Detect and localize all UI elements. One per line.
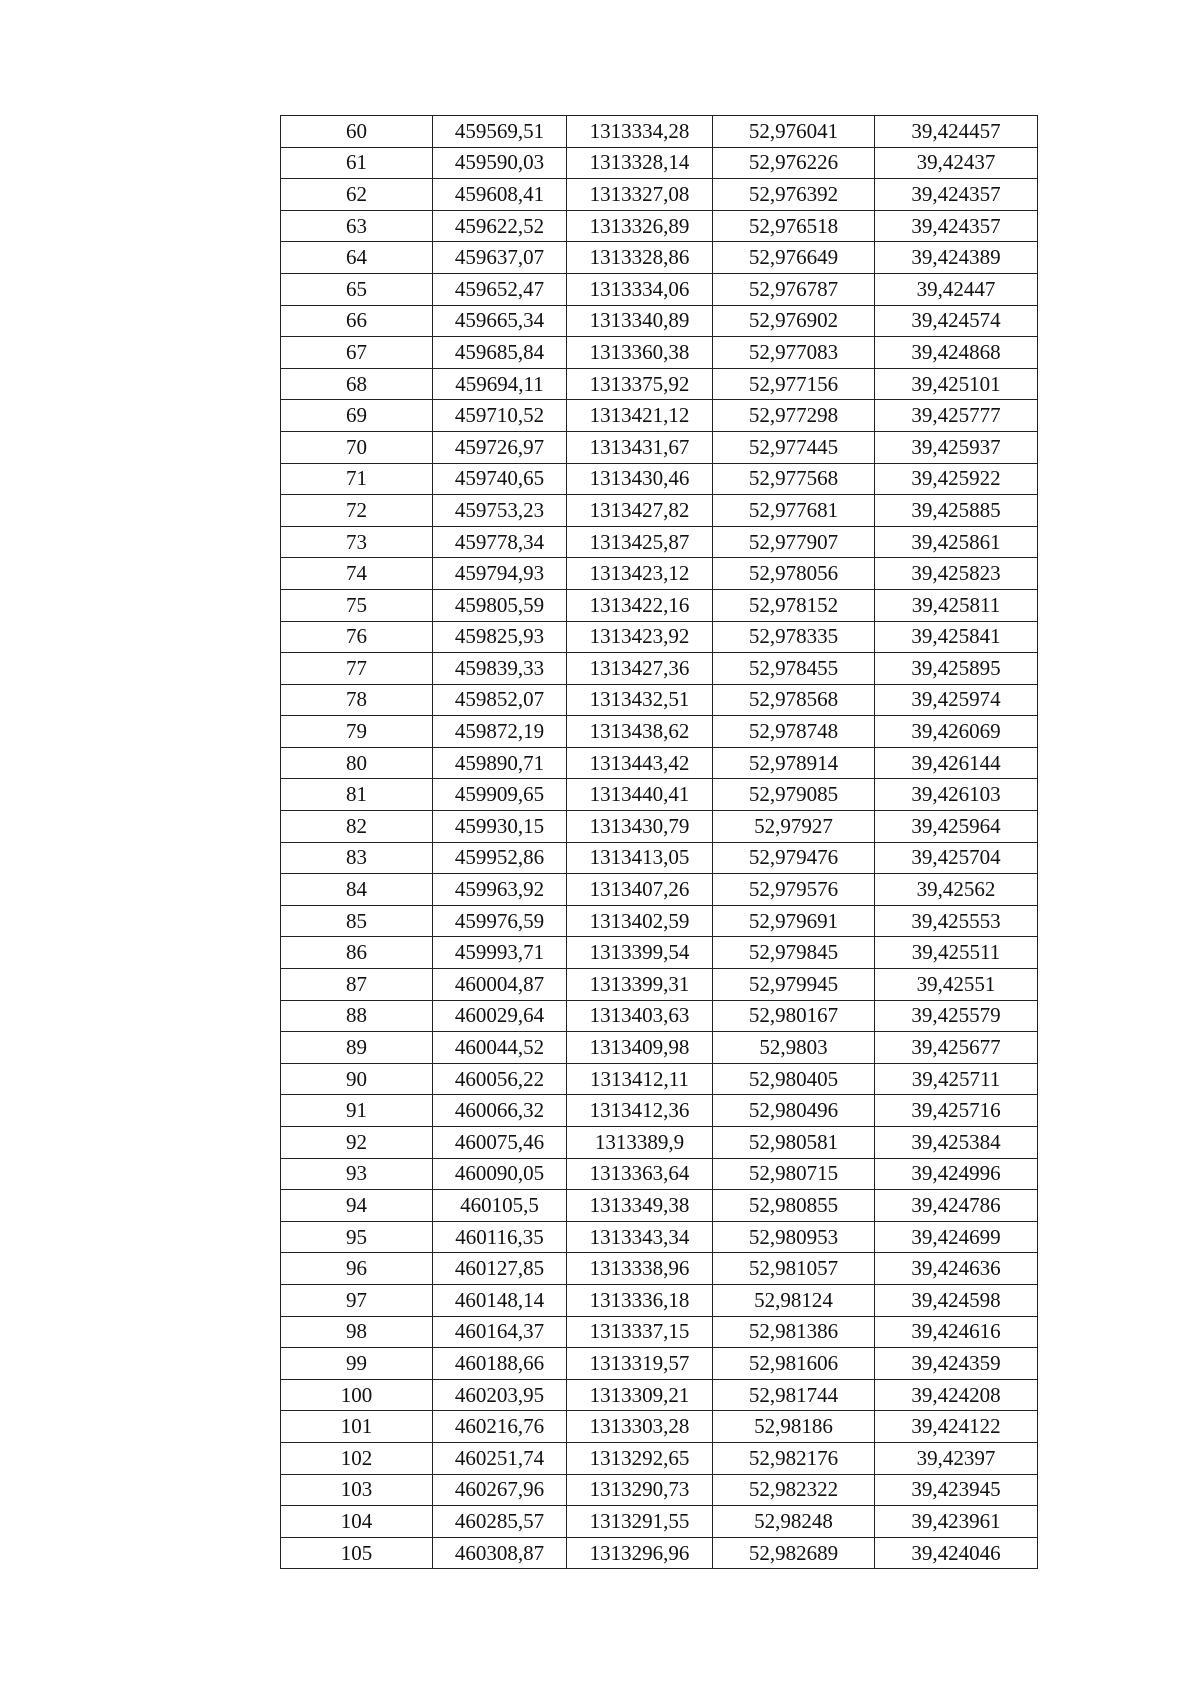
- table-row: [281, 937, 1038, 969]
- point-number-cell: 62: [281, 179, 433, 211]
- table-row: [281, 1316, 1038, 1348]
- point-number-cell: 61: [281, 147, 433, 179]
- y-coordinate-cell: 1313296,96: [567, 1537, 713, 1569]
- point-number-cell: 78: [281, 684, 433, 716]
- table-row: [281, 1253, 1038, 1285]
- x-coordinate-cell: 459622,52: [433, 210, 567, 242]
- longitude-cell: 39,425885: [875, 495, 1038, 527]
- x-coordinate-cell: 460066,32: [433, 1095, 567, 1127]
- x-coordinate-cell: 459872,19: [433, 716, 567, 748]
- latitude-cell: 52,980953: [713, 1221, 875, 1253]
- latitude-cell: 52,978914: [713, 747, 875, 779]
- longitude-cell: 39,425964: [875, 811, 1038, 843]
- point-number-cell: 60: [281, 116, 433, 148]
- point-number-cell: 87: [281, 969, 433, 1001]
- point-number-cell: 77: [281, 653, 433, 685]
- y-coordinate-cell: 1313421,12: [567, 400, 713, 432]
- longitude-cell: 39,42447: [875, 273, 1038, 305]
- longitude-cell: 39,42551: [875, 969, 1038, 1001]
- latitude-cell: 52,982176: [713, 1442, 875, 1474]
- latitude-cell: 52,979945: [713, 969, 875, 1001]
- x-coordinate-cell: 460029,64: [433, 1000, 567, 1032]
- x-coordinate-cell: 459590,03: [433, 147, 567, 179]
- point-number-cell: 92: [281, 1127, 433, 1159]
- longitude-cell: 39,42562: [875, 874, 1038, 906]
- table-row: [281, 874, 1038, 906]
- latitude-cell: 52,978568: [713, 684, 875, 716]
- longitude-cell: 39,424868: [875, 337, 1038, 369]
- latitude-cell: 52,979085: [713, 779, 875, 811]
- longitude-cell: 39,423945: [875, 1474, 1038, 1506]
- x-coordinate-cell: 459652,47: [433, 273, 567, 305]
- y-coordinate-cell: 1313399,31: [567, 969, 713, 1001]
- point-number-cell: 79: [281, 716, 433, 748]
- x-coordinate-cell: 460267,96: [433, 1474, 567, 1506]
- x-coordinate-cell: 459569,51: [433, 116, 567, 148]
- latitude-cell: 52,978335: [713, 621, 875, 653]
- point-number-cell: 65: [281, 273, 433, 305]
- latitude-cell: 52,976518: [713, 210, 875, 242]
- y-coordinate-cell: 1313328,14: [567, 147, 713, 179]
- longitude-cell: 39,425711: [875, 1063, 1038, 1095]
- x-coordinate-cell: 459637,07: [433, 242, 567, 274]
- point-number-cell: 64: [281, 242, 433, 274]
- y-coordinate-cell: 1313430,79: [567, 811, 713, 843]
- x-coordinate-cell: 459740,65: [433, 463, 567, 495]
- x-coordinate-cell: 459685,84: [433, 337, 567, 369]
- y-coordinate-cell: 1313363,64: [567, 1158, 713, 1190]
- point-number-cell: 102: [281, 1442, 433, 1474]
- y-coordinate-cell: 1313427,82: [567, 495, 713, 527]
- y-coordinate-cell: 1313412,36: [567, 1095, 713, 1127]
- table-row: [281, 1221, 1038, 1253]
- x-coordinate-cell: 459890,71: [433, 747, 567, 779]
- latitude-cell: 52,97927: [713, 811, 875, 843]
- latitude-cell: 52,977156: [713, 368, 875, 400]
- table-row: [281, 179, 1038, 211]
- x-coordinate-cell: 459852,07: [433, 684, 567, 716]
- x-coordinate-cell: 460044,52: [433, 1032, 567, 1064]
- y-coordinate-cell: 1313292,65: [567, 1442, 713, 1474]
- latitude-cell: 52,977298: [713, 400, 875, 432]
- x-coordinate-cell: 460004,87: [433, 969, 567, 1001]
- y-coordinate-cell: 1313291,55: [567, 1506, 713, 1538]
- longitude-cell: 39,425861: [875, 526, 1038, 558]
- longitude-cell: 39,425704: [875, 842, 1038, 874]
- latitude-cell: 52,978056: [713, 558, 875, 590]
- point-number-cell: 74: [281, 558, 433, 590]
- longitude-cell: 39,425579: [875, 1000, 1038, 1032]
- longitude-cell: 39,426103: [875, 779, 1038, 811]
- x-coordinate-cell: 460148,14: [433, 1284, 567, 1316]
- coordinates-table-body: [281, 116, 1038, 1569]
- y-coordinate-cell: 1313338,96: [567, 1253, 713, 1285]
- y-coordinate-cell: 1313349,38: [567, 1190, 713, 1222]
- table-row: [281, 1095, 1038, 1127]
- y-coordinate-cell: 1313336,18: [567, 1284, 713, 1316]
- point-number-cell: 68: [281, 368, 433, 400]
- y-coordinate-cell: 1313340,89: [567, 305, 713, 337]
- table-row: [281, 210, 1038, 242]
- longitude-cell: 39,424357: [875, 179, 1038, 211]
- longitude-cell: 39,425937: [875, 431, 1038, 463]
- point-number-cell: 81: [281, 779, 433, 811]
- longitude-cell: 39,424574: [875, 305, 1038, 337]
- y-coordinate-cell: 1313431,67: [567, 431, 713, 463]
- table-row: [281, 1158, 1038, 1190]
- latitude-cell: 52,978152: [713, 589, 875, 621]
- x-coordinate-cell: 459694,11: [433, 368, 567, 400]
- latitude-cell: 52,9803: [713, 1032, 875, 1064]
- point-number-cell: 103: [281, 1474, 433, 1506]
- longitude-cell: 39,424996: [875, 1158, 1038, 1190]
- y-coordinate-cell: 1313326,89: [567, 210, 713, 242]
- longitude-cell: 39,425841: [875, 621, 1038, 653]
- x-coordinate-cell: 460216,76: [433, 1411, 567, 1443]
- y-coordinate-cell: 1313319,57: [567, 1348, 713, 1380]
- longitude-cell: 39,425677: [875, 1032, 1038, 1064]
- latitude-cell: 52,982322: [713, 1474, 875, 1506]
- latitude-cell: 52,980496: [713, 1095, 875, 1127]
- longitude-cell: 39,424208: [875, 1379, 1038, 1411]
- point-number-cell: 96: [281, 1253, 433, 1285]
- x-coordinate-cell: 460075,46: [433, 1127, 567, 1159]
- latitude-cell: 52,978748: [713, 716, 875, 748]
- table-row: [281, 747, 1038, 779]
- point-number-cell: 70: [281, 431, 433, 463]
- x-coordinate-cell: 459909,65: [433, 779, 567, 811]
- table-row: [281, 969, 1038, 1001]
- y-coordinate-cell: 1313403,63: [567, 1000, 713, 1032]
- longitude-cell: 39,425384: [875, 1127, 1038, 1159]
- longitude-cell: 39,424389: [875, 242, 1038, 274]
- x-coordinate-cell: 459993,71: [433, 937, 567, 969]
- y-coordinate-cell: 1313337,15: [567, 1316, 713, 1348]
- longitude-cell: 39,424046: [875, 1537, 1038, 1569]
- table-row: [281, 400, 1038, 432]
- table-row: [281, 368, 1038, 400]
- table-row: [281, 463, 1038, 495]
- latitude-cell: 52,977568: [713, 463, 875, 495]
- longitude-cell: 39,424122: [875, 1411, 1038, 1443]
- latitude-cell: 52,981744: [713, 1379, 875, 1411]
- y-coordinate-cell: 1313440,41: [567, 779, 713, 811]
- table-row: [281, 495, 1038, 527]
- coordinates-table: [280, 115, 1038, 1569]
- point-number-cell: 100: [281, 1379, 433, 1411]
- x-coordinate-cell: 459805,59: [433, 589, 567, 621]
- latitude-cell: 52,979845: [713, 937, 875, 969]
- y-coordinate-cell: 1313409,98: [567, 1032, 713, 1064]
- y-coordinate-cell: 1313422,16: [567, 589, 713, 621]
- point-number-cell: 88: [281, 1000, 433, 1032]
- longitude-cell: 39,425811: [875, 589, 1038, 621]
- table-row: [281, 684, 1038, 716]
- point-number-cell: 73: [281, 526, 433, 558]
- point-number-cell: 105: [281, 1537, 433, 1569]
- table-row: [281, 1348, 1038, 1380]
- latitude-cell: 52,981386: [713, 1316, 875, 1348]
- y-coordinate-cell: 1313423,92: [567, 621, 713, 653]
- table-row: [281, 905, 1038, 937]
- point-number-cell: 98: [281, 1316, 433, 1348]
- table-row: [281, 1537, 1038, 1569]
- table-row: [281, 305, 1038, 337]
- x-coordinate-cell: 460308,87: [433, 1537, 567, 1569]
- x-coordinate-cell: 460127,85: [433, 1253, 567, 1285]
- longitude-cell: 39,425922: [875, 463, 1038, 495]
- table-row: [281, 716, 1038, 748]
- longitude-cell: 39,42397: [875, 1442, 1038, 1474]
- point-number-cell: 99: [281, 1348, 433, 1380]
- table-row: [281, 1063, 1038, 1095]
- x-coordinate-cell: 459963,92: [433, 874, 567, 906]
- point-number-cell: 75: [281, 589, 433, 621]
- table-row: [281, 621, 1038, 653]
- x-coordinate-cell: 459952,86: [433, 842, 567, 874]
- y-coordinate-cell: 1313407,26: [567, 874, 713, 906]
- longitude-cell: 39,425895: [875, 653, 1038, 685]
- latitude-cell: 52,980581: [713, 1127, 875, 1159]
- longitude-cell: 39,425823: [875, 558, 1038, 590]
- table-row: [281, 589, 1038, 621]
- point-number-cell: 67: [281, 337, 433, 369]
- longitude-cell: 39,426144: [875, 747, 1038, 779]
- latitude-cell: 52,980715: [713, 1158, 875, 1190]
- y-coordinate-cell: 1313443,42: [567, 747, 713, 779]
- latitude-cell: 52,977083: [713, 337, 875, 369]
- x-coordinate-cell: 459608,41: [433, 179, 567, 211]
- y-coordinate-cell: 1313399,54: [567, 937, 713, 969]
- latitude-cell: 52,976041: [713, 116, 875, 148]
- longitude-cell: 39,425553: [875, 905, 1038, 937]
- latitude-cell: 52,981606: [713, 1348, 875, 1380]
- x-coordinate-cell: 459976,59: [433, 905, 567, 937]
- x-coordinate-cell: 460188,66: [433, 1348, 567, 1380]
- y-coordinate-cell: 1313412,11: [567, 1063, 713, 1095]
- point-number-cell: 80: [281, 747, 433, 779]
- x-coordinate-cell: 460164,37: [433, 1316, 567, 1348]
- table-row: [281, 1284, 1038, 1316]
- table-row: [281, 558, 1038, 590]
- y-coordinate-cell: 1313438,62: [567, 716, 713, 748]
- point-number-cell: 89: [281, 1032, 433, 1064]
- longitude-cell: 39,426069: [875, 716, 1038, 748]
- longitude-cell: 39,425716: [875, 1095, 1038, 1127]
- point-number-cell: 72: [281, 495, 433, 527]
- y-coordinate-cell: 1313290,73: [567, 1474, 713, 1506]
- table-row: [281, 1000, 1038, 1032]
- point-number-cell: 86: [281, 937, 433, 969]
- table-row: [281, 431, 1038, 463]
- latitude-cell: 52,977681: [713, 495, 875, 527]
- latitude-cell: 52,976787: [713, 273, 875, 305]
- x-coordinate-cell: 459753,23: [433, 495, 567, 527]
- point-number-cell: 94: [281, 1190, 433, 1222]
- table-row: [281, 1506, 1038, 1538]
- table-row: [281, 337, 1038, 369]
- latitude-cell: 52,976902: [713, 305, 875, 337]
- point-number-cell: 83: [281, 842, 433, 874]
- table-row: [281, 1127, 1038, 1159]
- x-coordinate-cell: 459825,93: [433, 621, 567, 653]
- y-coordinate-cell: 1313430,46: [567, 463, 713, 495]
- y-coordinate-cell: 1313389,9: [567, 1127, 713, 1159]
- x-coordinate-cell: 459930,15: [433, 811, 567, 843]
- longitude-cell: 39,424786: [875, 1190, 1038, 1222]
- y-coordinate-cell: 1313423,12: [567, 558, 713, 590]
- latitude-cell: 52,976226: [713, 147, 875, 179]
- latitude-cell: 52,979576: [713, 874, 875, 906]
- longitude-cell: 39,425511: [875, 937, 1038, 969]
- x-coordinate-cell: 459710,52: [433, 400, 567, 432]
- y-coordinate-cell: 1313427,36: [567, 653, 713, 685]
- table-row: [281, 273, 1038, 305]
- latitude-cell: 52,977445: [713, 431, 875, 463]
- table-row: [281, 1032, 1038, 1064]
- table-row: [281, 1379, 1038, 1411]
- x-coordinate-cell: 460105,5: [433, 1190, 567, 1222]
- latitude-cell: 52,980405: [713, 1063, 875, 1095]
- point-number-cell: 63: [281, 210, 433, 242]
- x-coordinate-cell: 460285,57: [433, 1506, 567, 1538]
- longitude-cell: 39,424359: [875, 1348, 1038, 1380]
- latitude-cell: 52,980855: [713, 1190, 875, 1222]
- y-coordinate-cell: 1313402,59: [567, 905, 713, 937]
- latitude-cell: 52,980167: [713, 1000, 875, 1032]
- y-coordinate-cell: 1313303,28: [567, 1411, 713, 1443]
- table-row: [281, 1190, 1038, 1222]
- table-row: [281, 242, 1038, 274]
- y-coordinate-cell: 1313334,06: [567, 273, 713, 305]
- point-number-cell: 71: [281, 463, 433, 495]
- x-coordinate-cell: 459726,97: [433, 431, 567, 463]
- longitude-cell: 39,42437: [875, 147, 1038, 179]
- point-number-cell: 101: [281, 1411, 433, 1443]
- point-number-cell: 85: [281, 905, 433, 937]
- point-number-cell: 69: [281, 400, 433, 432]
- latitude-cell: 52,98186: [713, 1411, 875, 1443]
- point-number-cell: 97: [281, 1284, 433, 1316]
- table-row: [281, 116, 1038, 148]
- x-coordinate-cell: 459778,34: [433, 526, 567, 558]
- latitude-cell: 52,98248: [713, 1506, 875, 1538]
- table-row: [281, 779, 1038, 811]
- longitude-cell: 39,424457: [875, 116, 1038, 148]
- longitude-cell: 39,425101: [875, 368, 1038, 400]
- longitude-cell: 39,424699: [875, 1221, 1038, 1253]
- y-coordinate-cell: 1313309,21: [567, 1379, 713, 1411]
- latitude-cell: 52,979476: [713, 842, 875, 874]
- point-number-cell: 91: [281, 1095, 433, 1127]
- x-coordinate-cell: 460251,74: [433, 1442, 567, 1474]
- point-number-cell: 84: [281, 874, 433, 906]
- x-coordinate-cell: 459794,93: [433, 558, 567, 590]
- longitude-cell: 39,424598: [875, 1284, 1038, 1316]
- longitude-cell: 39,425777: [875, 400, 1038, 432]
- latitude-cell: 52,976649: [713, 242, 875, 274]
- point-number-cell: 90: [281, 1063, 433, 1095]
- x-coordinate-cell: 460056,22: [433, 1063, 567, 1095]
- longitude-cell: 39,424636: [875, 1253, 1038, 1285]
- point-number-cell: 104: [281, 1506, 433, 1538]
- longitude-cell: 39,425974: [875, 684, 1038, 716]
- y-coordinate-cell: 1313413,05: [567, 842, 713, 874]
- latitude-cell: 52,977907: [713, 526, 875, 558]
- y-coordinate-cell: 1313343,34: [567, 1221, 713, 1253]
- latitude-cell: 52,98124: [713, 1284, 875, 1316]
- longitude-cell: 39,424616: [875, 1316, 1038, 1348]
- longitude-cell: 39,424357: [875, 210, 1038, 242]
- table-row: [281, 811, 1038, 843]
- longitude-cell: 39,423961: [875, 1506, 1038, 1538]
- latitude-cell: 52,978455: [713, 653, 875, 685]
- y-coordinate-cell: 1313375,92: [567, 368, 713, 400]
- latitude-cell: 52,979691: [713, 905, 875, 937]
- table-row: [281, 1411, 1038, 1443]
- y-coordinate-cell: 1313328,86: [567, 242, 713, 274]
- y-coordinate-cell: 1313425,87: [567, 526, 713, 558]
- latitude-cell: 52,982689: [713, 1537, 875, 1569]
- point-number-cell: 76: [281, 621, 433, 653]
- point-number-cell: 82: [281, 811, 433, 843]
- x-coordinate-cell: 460090,05: [433, 1158, 567, 1190]
- y-coordinate-cell: 1313334,28: [567, 116, 713, 148]
- x-coordinate-cell: 459665,34: [433, 305, 567, 337]
- table-row: [281, 1442, 1038, 1474]
- y-coordinate-cell: 1313432,51: [567, 684, 713, 716]
- latitude-cell: 52,976392: [713, 179, 875, 211]
- x-coordinate-cell: 460116,35: [433, 1221, 567, 1253]
- table-row: [281, 653, 1038, 685]
- point-number-cell: 93: [281, 1158, 433, 1190]
- point-number-cell: 66: [281, 305, 433, 337]
- point-number-cell: 95: [281, 1221, 433, 1253]
- table-row: [281, 1474, 1038, 1506]
- y-coordinate-cell: 1313360,38: [567, 337, 713, 369]
- table-row: [281, 526, 1038, 558]
- x-coordinate-cell: 460203,95: [433, 1379, 567, 1411]
- table-row: [281, 147, 1038, 179]
- latitude-cell: 52,981057: [713, 1253, 875, 1285]
- table-row: [281, 842, 1038, 874]
- y-coordinate-cell: 1313327,08: [567, 179, 713, 211]
- x-coordinate-cell: 459839,33: [433, 653, 567, 685]
